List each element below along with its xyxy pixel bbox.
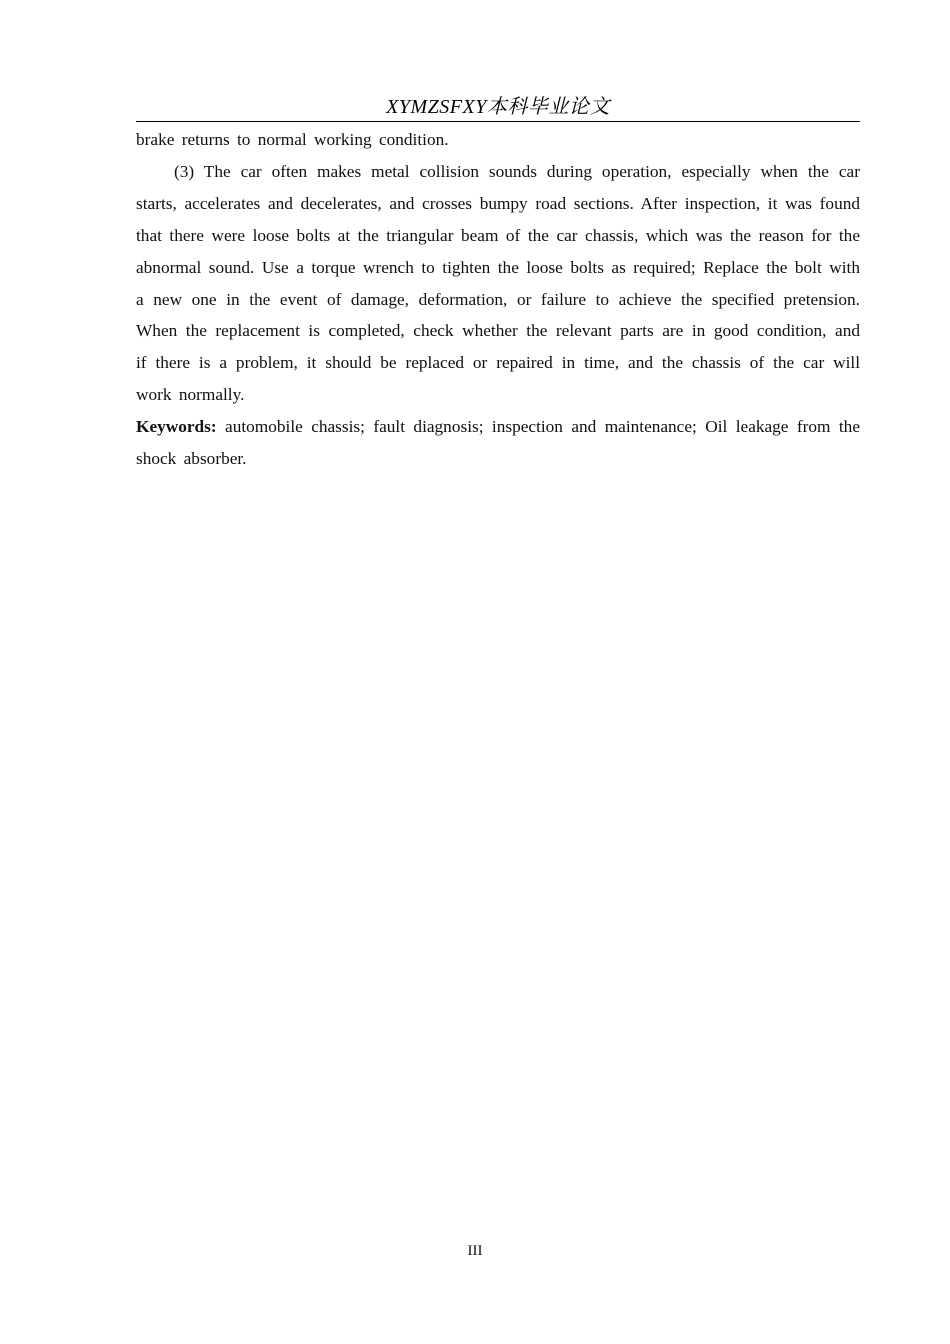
page-number: III xyxy=(467,1243,483,1259)
header-title: XYMZSFXY本科毕业论文 xyxy=(386,96,610,118)
keywords-paragraph xyxy=(136,411,860,475)
keywords-label: Keywords: xyxy=(136,417,217,437)
page-body xyxy=(136,124,860,475)
page-footer xyxy=(0,1240,950,1262)
paragraph-3: (3) The car often makes metal collision sounds during operation, especially when the car starts, accelerates and decelerates, and crosses bumpy road sections. After inspection, it was found that there were loose bolts at the triangular beam of the car chassis, which was the reason for the abnormal sound. Use a torque wrench to tighten the loose bolts as required; Replace the bolt with a new one in the event of damage, deformation, or failure to achieve the specified pretension. When the replacement is completed, check whether the relevant parts are in good condition, and if there is a problem, it should be replaced or repaired in time, and the chassis of the car will work normally. xyxy=(136,161,860,405)
page-header xyxy=(136,93,860,122)
continuation-paragraph: brake returns to normal working condition. xyxy=(136,130,449,149)
keywords-text: automobile chassis; fault diagnosis; inspection and maintenance; Oil leakage from the shock absorber. xyxy=(136,417,860,469)
